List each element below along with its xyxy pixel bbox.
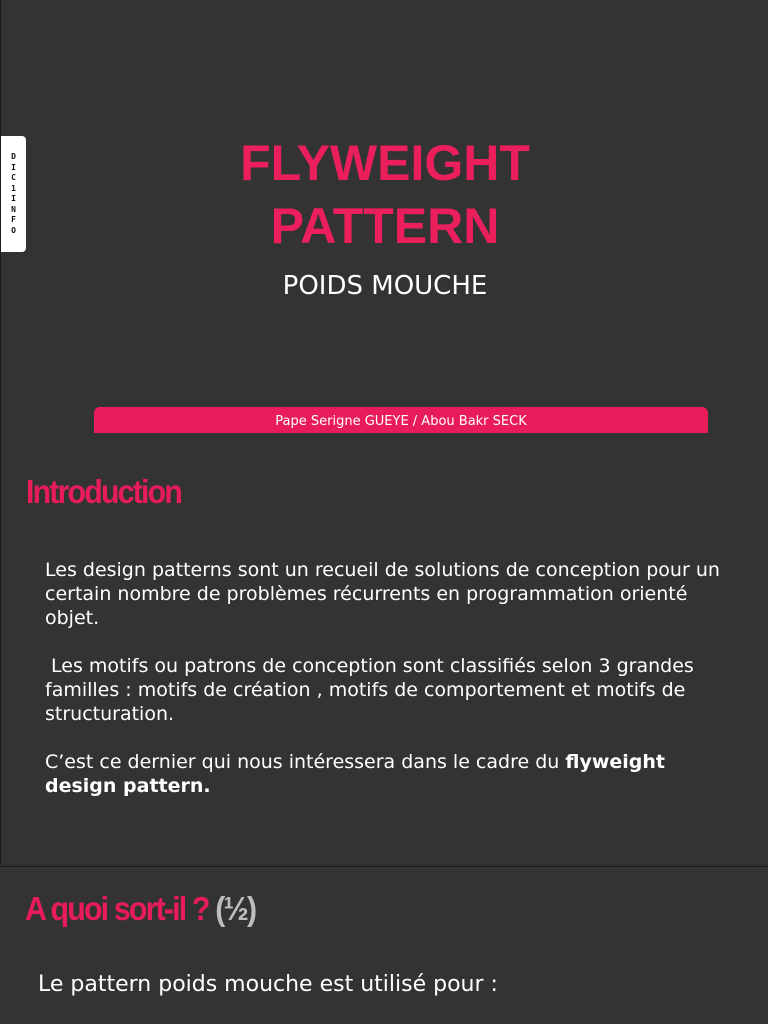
introduction-heading: Introduction	[26, 473, 181, 510]
cover-title-line2: PATTERN	[270, 198, 500, 254]
side-tab-letter: O	[11, 225, 16, 235]
side-tab-letter: I	[11, 162, 16, 172]
cover-title-line1: FLYWEIGHT	[240, 135, 530, 191]
usage-lead: Le pattern poids mouche est utilisé pour :	[38, 972, 498, 997]
intro-paragraph-1: Les design patterns sont un recueil de solutions de conception pour un certain nombre de problèmes récurrents en programmation orienté objet.	[45, 559, 720, 629]
side-tab-letter: I	[11, 194, 16, 203]
intro-paragraph-2: Les motifs ou patrons de conception sont classifiés selon 3 grandes familles : motifs de création , motifs de comportement et motifs de structuration.	[45, 655, 700, 725]
side-tab-letter: D	[11, 152, 16, 161]
cover-subtitle: POIDS MOUCHE	[282, 271, 488, 301]
intro-paragraph-3	[45, 750, 725, 798]
intro-paragraph-3-start: C’est ce dernier qui nous intéressera dans le cadre du	[45, 751, 566, 773]
intro-paragraph-3-bold: flyweight design pattern	[45, 751, 665, 797]
side-tab-letter: F	[11, 215, 16, 224]
side-tab-letter: 1	[11, 183, 16, 193]
usage-heading	[25, 890, 255, 928]
side-tab-letter: C	[11, 173, 16, 182]
cover-title	[1, 132, 768, 258]
author-bar: Pape Serigne GUEYE / Abou Bakr SECK	[94, 407, 708, 433]
intro-paragraph-3-end: .	[203, 775, 211, 797]
usage-heading-fraction: (½)	[215, 890, 256, 927]
usage-heading-text: A quoi sort-il ?	[25, 890, 216, 927]
side-tab-letter: N	[11, 204, 16, 214]
